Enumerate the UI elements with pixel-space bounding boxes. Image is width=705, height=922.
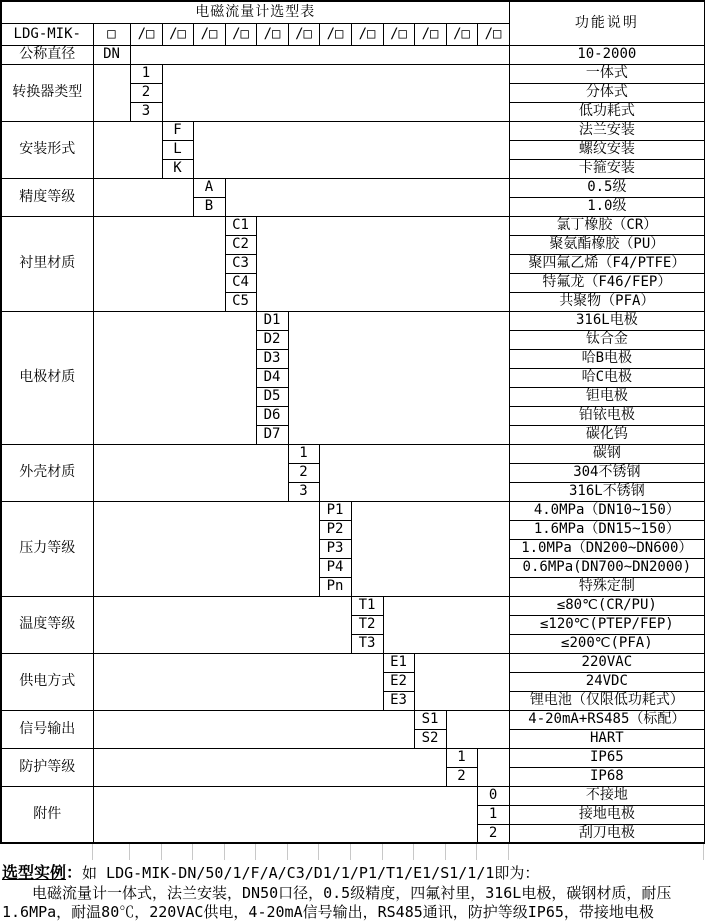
code-box-cell: /□	[383, 23, 414, 45]
spacer-cell	[351, 501, 509, 596]
code-cell-liner: C3	[225, 254, 256, 273]
description-cell-liner: 聚四氟乙烯（F4/PTFE）	[509, 254, 705, 273]
code-cell-protection: 1	[446, 748, 477, 767]
code-box-cell: /□	[225, 23, 256, 45]
code-cell-power: E2	[383, 672, 414, 691]
description-cell-electrode: 铂铱电极	[509, 406, 705, 425]
example-heading: 选型实例	[2, 863, 67, 882]
code-box-cell: /□	[256, 23, 288, 45]
spacer-cell	[288, 311, 509, 444]
spacer-cell	[93, 501, 319, 596]
code-box-cell: /□	[414, 23, 446, 45]
description-cell-electrode: 哈B电极	[509, 349, 705, 368]
description-cell-accuracy: 1.0级	[509, 197, 705, 216]
section-label-protection: 防护等级	[1, 748, 93, 786]
description-cell-accessory: 接地电极	[509, 805, 705, 824]
code-cell-electrode: D3	[256, 349, 288, 368]
spacer-cell	[162, 64, 509, 121]
spacer-cell	[446, 710, 509, 748]
description-cell-pressure: 1.6MPa（DN15~150）	[509, 520, 705, 539]
code-cell-electrode: D6	[256, 406, 288, 425]
section-label-electrode: 电极材质	[1, 311, 93, 444]
description-cell-liner: 氯丁橡胶（CR）	[509, 216, 705, 235]
code-cell-install: L	[162, 140, 193, 159]
section-label-signal: 信号输出	[1, 710, 93, 748]
code-cell-signal: S2	[414, 729, 446, 748]
description-cell-temperature: ≤200℃(PFA)	[509, 634, 705, 653]
description-cell-converter: 分体式	[509, 83, 705, 102]
description-cell-accessory: 刮刀电极	[509, 824, 705, 843]
code-cell-converter: 3	[130, 102, 162, 121]
section-label-housing: 外壳材质	[1, 444, 93, 501]
code-cell-converter: 1	[130, 64, 162, 83]
description-cell-pressure: 0.6MPa(DN700~DN2000)	[509, 558, 705, 577]
example-heading-line	[2, 862, 703, 884]
gridline	[508, 844, 509, 860]
code-box-cell: /□	[446, 23, 477, 45]
example-body-line2: 1.6MPa，耐温80℃，220VAC供电，4-20mA信号输出，RS485通讯，防护等级IP65，带接地电极	[2, 903, 654, 921]
gridline	[445, 844, 446, 860]
code-box-cell: /□	[319, 23, 351, 45]
description-cell-electrode: 316L电极	[509, 311, 705, 330]
spacer-cell	[93, 786, 477, 843]
description-cell-accessory: 不接地	[509, 786, 705, 805]
section-label-install: 安装形式	[1, 121, 93, 178]
description-cell-housing: 碳钢	[509, 444, 705, 463]
description-cell-housing: 316L不锈钢	[509, 482, 705, 501]
code-cell-power: E1	[383, 653, 414, 672]
gridline	[350, 844, 351, 860]
gridline	[382, 844, 383, 860]
spacer-cell	[93, 710, 414, 748]
code-cell-accuracy: B	[193, 197, 225, 216]
code-box-cell: /□	[477, 23, 509, 45]
description-cell-protection: IP68	[509, 767, 705, 786]
section-label-converter: 转换器类型	[1, 64, 93, 121]
description-cell-pressure: 4.0MPa（DN10~150）	[509, 501, 705, 520]
code-cell-housing: 3	[288, 482, 319, 501]
code-cell-accessory: 0	[477, 786, 509, 805]
description-cell-temperature: ≤120℃(PTEP/FEP)	[509, 615, 705, 634]
model-prefix: LDG-MIK-	[1, 23, 93, 45]
spacer-cell	[383, 596, 509, 653]
code-cell-liner: C5	[225, 292, 256, 311]
table-title: 电磁流量计选型表	[1, 1, 509, 23]
example-body	[2, 884, 703, 922]
description-cell-liner: 聚氨酯橡胶（PU）	[509, 235, 705, 254]
section-label-accuracy: 精度等级	[1, 178, 93, 216]
gridline	[255, 844, 256, 860]
gridline	[129, 844, 130, 860]
section-label-pressure: 压力等级	[1, 501, 93, 596]
code-cell-electrode: D7	[256, 425, 288, 444]
code-cell-temperature: T2	[351, 615, 383, 634]
section-label-accessory: 附件	[1, 786, 93, 843]
spacer-cell	[130, 45, 509, 64]
description-cell-pressure: 特殊定制	[509, 577, 705, 596]
description-cell-liner: 特氟龙（F46/FEP）	[509, 273, 705, 292]
spacer-cell	[93, 216, 225, 311]
code-cell-converter: 2	[130, 83, 162, 102]
description-cell-install: 螺纹安装	[509, 140, 705, 159]
spacer-cell	[477, 748, 509, 786]
spacer-cell	[93, 653, 383, 710]
code-box-cell: □	[93, 23, 130, 45]
code-cell-pressure: P1	[319, 501, 351, 520]
spacer-cell	[414, 653, 509, 710]
function-column-header: 功能说明	[509, 1, 705, 45]
code-cell-protection: 2	[446, 767, 477, 786]
spacer-cell	[93, 178, 193, 216]
spacer-cell	[93, 64, 130, 121]
code-box-cell: /□	[193, 23, 225, 45]
code-cell-liner: C4	[225, 273, 256, 292]
description-cell-electrode: 钽电极	[509, 387, 705, 406]
gridline	[192, 844, 193, 860]
code-cell-power: E3	[383, 691, 414, 710]
description-cell-pressure: 1.0MPa（DN200~DN600）	[509, 539, 705, 558]
code-cell-electrode: D4	[256, 368, 288, 387]
code-cell-electrode: D1	[256, 311, 288, 330]
code-box-cell: /□	[162, 23, 193, 45]
description-cell-housing: 304不锈钢	[509, 463, 705, 482]
code-box-cell: /□	[351, 23, 383, 45]
gridline	[161, 844, 162, 860]
code-cell-electrode: D2	[256, 330, 288, 349]
code-cell-signal: S1	[414, 710, 446, 729]
section-label-liner: 衬里材质	[1, 216, 93, 311]
code-box-cell: /□	[288, 23, 319, 45]
code-cell-install: K	[162, 159, 193, 178]
code-cell-accessory: 1	[477, 805, 509, 824]
code-cell-pressure: P2	[319, 520, 351, 539]
code-cell-diameter: DN	[93, 45, 130, 64]
code-cell-pressure: P3	[319, 539, 351, 558]
code-cell-accessory: 2	[477, 824, 509, 843]
gridline	[318, 844, 319, 860]
code-cell-temperature: T3	[351, 634, 383, 653]
code-cell-liner: C1	[225, 216, 256, 235]
example-body-line1: 电磁流量计一体式，法兰安装，DN50口径，0.5级精度，四氟衬里，316L电极，碳钢材质，耐压	[32, 884, 672, 902]
code-box-cell: /□	[130, 23, 162, 45]
code-cell-liner: C2	[225, 235, 256, 254]
spacer-cell	[93, 596, 351, 653]
description-cell-electrode: 哈C电极	[509, 368, 705, 387]
spacer-cell	[256, 216, 509, 311]
description-cell-install: 卡箍安装	[509, 159, 705, 178]
code-cell-housing: 2	[288, 463, 319, 482]
description-cell-power: 锂电池（仅限低功耗式）	[509, 691, 705, 710]
spreadsheet-grid-row	[0, 844, 705, 860]
description-cell-electrode: 钛合金	[509, 330, 705, 349]
spacer-cell	[93, 311, 256, 444]
description-cell-electrode: 碳化钨	[509, 425, 705, 444]
spacer-cell	[93, 121, 162, 178]
description-cell-protection: IP65	[509, 748, 705, 767]
description-cell-liner: 共聚物（PFA）	[509, 292, 705, 311]
spacer-cell	[193, 121, 509, 178]
section-label-power: 供电方式	[1, 653, 93, 710]
section-label-diameter: 公称直径	[1, 45, 93, 64]
description-cell-install: 法兰安装	[509, 121, 705, 140]
code-cell-electrode: D5	[256, 387, 288, 406]
spacer-cell	[225, 178, 509, 216]
gridline	[413, 844, 414, 860]
description-cell-signal: 4-20mA+RS485（标配）	[509, 710, 705, 729]
description-cell-accuracy: 0.5级	[509, 178, 705, 197]
gridline	[287, 844, 288, 860]
description-cell-power: 220VAC	[509, 653, 705, 672]
section-label-temperature: 温度等级	[1, 596, 93, 653]
description-cell-converter: 一体式	[509, 64, 705, 83]
example-heading-colon: ：	[66, 863, 83, 882]
code-cell-install: F	[162, 121, 193, 140]
description-cell-converter: 低功耗式	[509, 102, 705, 121]
gridline	[703, 844, 704, 860]
gridline	[92, 844, 93, 860]
code-cell-housing: 1	[288, 444, 319, 463]
example-intro: 如 LDG-MIK-DN/50/1/F/A/C3/D1/1/P1/T1/E1/S1/1/1即为：	[82, 864, 540, 882]
code-cell-pressure: P4	[319, 558, 351, 577]
spacer-cell	[93, 444, 288, 501]
gridline	[476, 844, 477, 860]
description-cell-diameter: 10-2000	[509, 45, 705, 64]
description-cell-power: 24VDC	[509, 672, 705, 691]
spacer-cell	[93, 748, 446, 786]
spacer-cell	[319, 444, 509, 501]
code-cell-pressure: Pn	[319, 577, 351, 596]
code-cell-accuracy: A	[193, 178, 225, 197]
selection-example	[0, 860, 705, 922]
description-cell-temperature: ≤80℃(CR/PU)	[509, 596, 705, 615]
gridline	[224, 844, 225, 860]
code-cell-temperature: T1	[351, 596, 383, 615]
description-cell-signal: HART	[509, 729, 705, 748]
